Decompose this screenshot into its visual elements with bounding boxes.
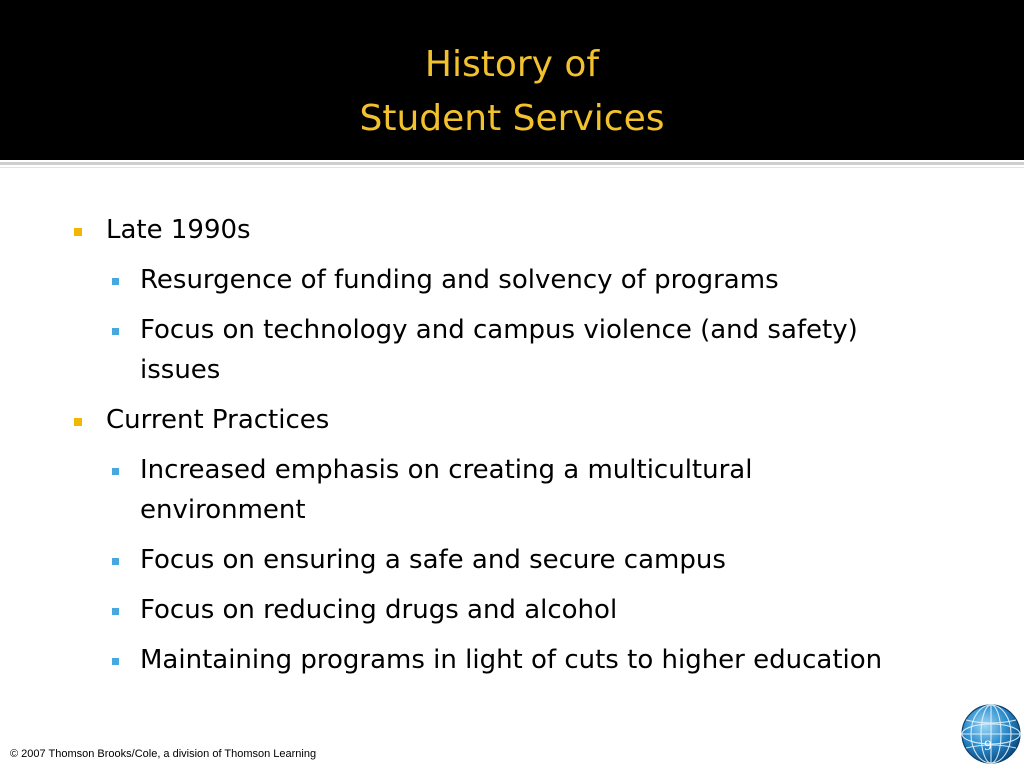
sub-bullet-text: Focus on technology and campus violence (and safety) — [140, 315, 858, 345]
sub-bullet-text: Increased emphasis on creating a multicultural — [140, 455, 753, 485]
slide-title-line-2: Student Services — [359, 98, 665, 139]
title-band — [0, 0, 1024, 160]
square-bullet-icon — [112, 658, 119, 665]
sub-bullet-text: issues — [140, 355, 221, 385]
copyright-footer: © 2007 Thomson Brooks/Cole, a division of Thomson Learning — [10, 748, 317, 760]
square-bullet-icon — [74, 418, 82, 426]
sub-bullet-text: Focus on reducing drugs and alcohol — [140, 595, 618, 625]
sub-bullet-text: Focus on ensuring a safe and secure campus — [140, 545, 726, 575]
sub-bullet-text: Resurgence of funding and solvency of programs — [140, 265, 779, 295]
bullet-text: Late 1990s — [106, 215, 251, 245]
title-divider-thin — [0, 167, 1024, 168]
title-divider — [0, 162, 1024, 165]
square-bullet-icon — [112, 608, 119, 615]
sub-bullet-text: Maintaining programs in light of cuts to higher education — [140, 645, 883, 675]
slide-title — [0, 38, 1024, 146]
slide-title-line-1: History of — [424, 44, 600, 85]
square-bullet-icon — [112, 328, 119, 335]
bullet-text: Current Practices — [106, 405, 330, 435]
globe-icon — [960, 702, 1022, 766]
sub-bullet-text: environment — [140, 495, 306, 525]
page-number: 9 — [984, 738, 992, 754]
square-bullet-icon — [112, 468, 119, 475]
square-bullet-icon — [112, 278, 119, 285]
square-bullet-icon — [74, 228, 82, 236]
square-bullet-icon — [112, 558, 119, 565]
